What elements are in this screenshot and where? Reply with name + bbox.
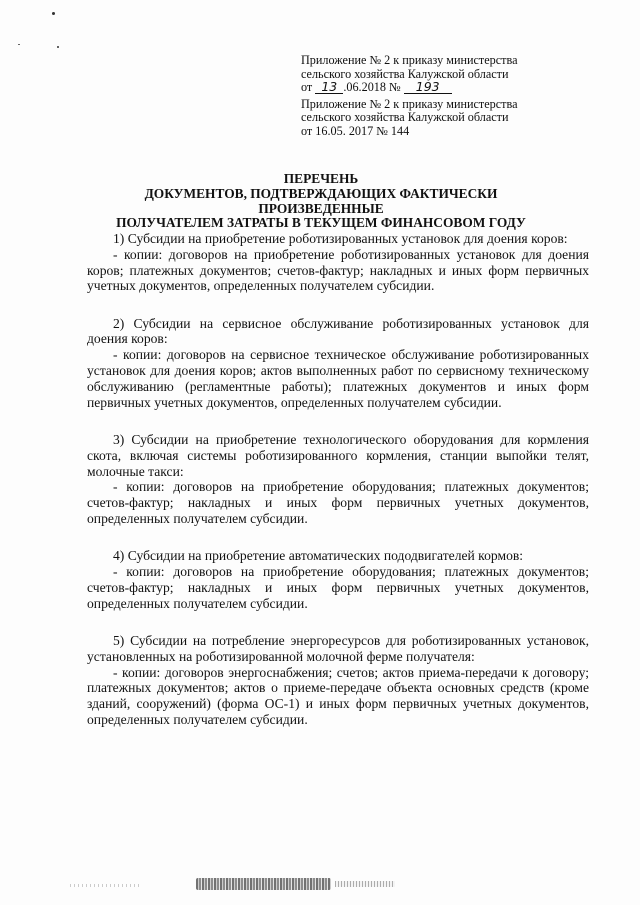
scan-noise xyxy=(70,884,140,887)
header-line-3 xyxy=(301,81,561,95)
section-2 xyxy=(87,316,589,411)
handwritten-order-number: 193 xyxy=(404,81,452,94)
title-line-1: ПЕРЕЧЕНЬ xyxy=(283,171,359,186)
section-heading: 1) Субсидии на приобретение роботизированных установок для доения коров: xyxy=(113,231,568,246)
scan-speck xyxy=(18,44,20,45)
stamp-smudge xyxy=(196,878,331,890)
section-item: - копии: договоров на сервисное техническое обслуживание роботизированных установок для доения коров; актов выполненных работ по сервисному техническому обслуживанию (регламентные работы); платежных документов и иных форм первичных учетных документов, определенных получателем субсидии. xyxy=(87,347,589,410)
section-heading: 2) Субсидии на сервисное обслуживание роботизированных установок для доения коров: xyxy=(87,315,589,347)
section-5 xyxy=(87,633,589,728)
section-item: - копии: договоров на приобретение оборудования; платежных документов; счетов-фактур; накладных и иных форм первичных учетных документов, определенных получателем субсидии. xyxy=(87,564,589,611)
scan-noise xyxy=(335,881,395,887)
section-3 xyxy=(87,432,589,527)
section-heading: 5) Субсидии на потребление энергоресурсов для роботизированных установок, установленных на роботизированной молочной ферме получателя: xyxy=(87,632,589,664)
header-line-5: сельского хозяйства Калужской области xyxy=(301,110,509,125)
document-title xyxy=(90,172,552,231)
title-line-3: ПОЛУЧАТЕЛЕМ ЗАТРАТЫ В ТЕКУЩЕМ ФИНАНСОВОМ ГОДУ xyxy=(116,215,526,231)
title-line-2: ДОКУМЕНТОВ, ПОДТВЕРЖДАЮЩИХ ФАКТИЧЕСКИ ПРОИЗВЕДЕННЫЕ xyxy=(144,185,498,216)
header-line-6: от 16.05. 2017 № 144 xyxy=(301,123,410,138)
section-4 xyxy=(87,548,589,611)
section-1 xyxy=(87,231,589,294)
header-line-2: сельского хозяйства Калужской области xyxy=(301,66,509,81)
document-body xyxy=(87,231,589,749)
section-heading: 4) Субсидии на приобретение автоматических пододвигателей кормов: xyxy=(113,548,524,564)
scan-speck xyxy=(52,12,55,15)
section-item: - копии: договоров на приобретение роботизированных установок для доения коров; платежных документов; счетов-фактур; накладных и иных форм первичных учетных документов, определенных получателем субсидии. xyxy=(87,246,589,294)
header-line-4: Приложение № 2 к приказу министерства xyxy=(301,96,518,111)
handwritten-day: 13 xyxy=(315,81,343,94)
header-date-middle: .06.2018 № xyxy=(343,80,401,95)
header-line-1: Приложение № 2 к приказу министерства xyxy=(301,53,518,67)
header-date-prefix: от xyxy=(301,80,313,95)
section-item: - копии: договоров энергоснабжения; счетов; актов приема-передачи к договору; платежных документов; актов о приеме-передаче объекта основных средств (кроме зданий, сооружений) (форма ОС-1) и иных форм первичных учетных документов, определенных получателем субсидии. xyxy=(87,664,589,727)
appendix-header xyxy=(301,54,561,139)
scan-speck xyxy=(57,46,59,48)
section-heading: 3) Субсидии на приобретение технологического оборудования для кормления скота, включая системы роботизированного кормления, станции выпойки телят, молочные такси: xyxy=(87,431,589,479)
section-item: - копии: договоров на приобретение оборудования; платежных документов; счетов-фактур; накладных и иных форм первичных учетных документов, определенных получателем субсидии. xyxy=(87,479,589,526)
